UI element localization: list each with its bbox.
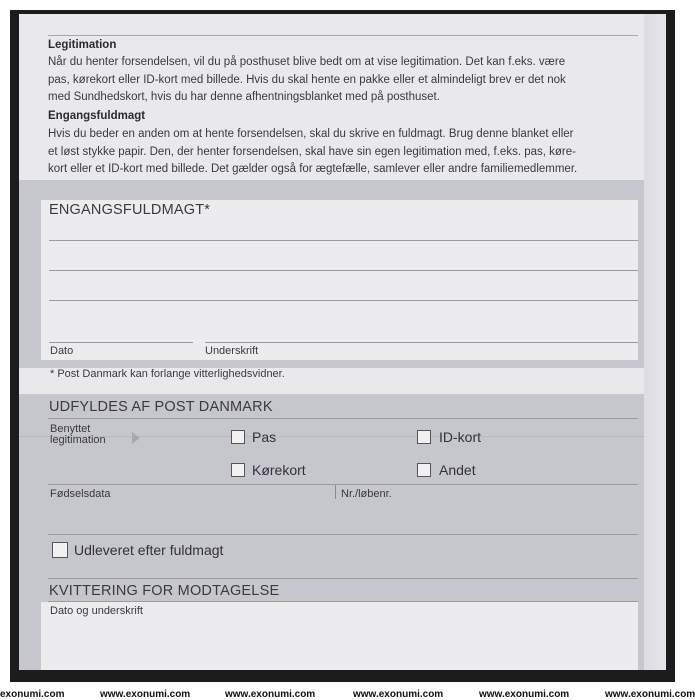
kvittering-title: KVITTERING FOR MODTAGELSE [49, 583, 280, 599]
watermark-text: www.exonumi.com [479, 689, 570, 700]
id-kort-label: ID-kort [439, 429, 481, 445]
fuldmagt-title: ENGANGSFULDMAGT* [49, 202, 211, 218]
engangsfuldmagt-text [48, 126, 648, 179]
footer-watermark [0, 689, 695, 700]
udleveret-label: Udleveret efter fuldmagt [74, 542, 224, 558]
dato-underskrift-label: Dato og underskrift [50, 605, 143, 617]
legitimation-line: Når du henter forsendelsen, vil du på posthuset blive bedt om at vise legitimation. Det kan f.eks. være [48, 56, 566, 68]
pas-checkbox[interactable] [231, 430, 245, 444]
legitimation-line: med Sundhedskort, hvis du har denne afhentningsblanket med på posthuset. [48, 91, 440, 103]
arrow-right-icon [132, 432, 140, 444]
watermark-text: exonumi.com [0, 689, 65, 700]
fuldmagt-writing-area[interactable] [41, 200, 638, 360]
nr-line[interactable] [48, 534, 638, 535]
underskrift-line[interactable] [205, 342, 638, 343]
pas-label: Pas [252, 429, 277, 445]
benyttet-line: legitimation [50, 434, 106, 446]
legitimation-line: pas, kørekort eller ID-kort med billede. Hvis du skal hente en pakke eller et almindeligt brev er det nok [48, 73, 566, 86]
fodselsdata-line[interactable] [48, 484, 638, 485]
dato-label: Dato [50, 345, 74, 357]
kvittering-title-rule [48, 601, 638, 602]
watermark-text: www.exonumi.com [225, 689, 316, 700]
footnote: * Post Danmark kan forlange vitterlighedsvidner. [50, 368, 285, 380]
id-kort-checkbox[interactable] [417, 430, 431, 444]
korekort-label: Kørekort [252, 462, 306, 478]
post-title-rule [48, 418, 638, 419]
andet-checkbox[interactable] [417, 463, 431, 477]
watermark-text: www.exonumi.com [100, 689, 191, 700]
fodselsdata-label: Fødselsdata [50, 488, 111, 500]
watermark-text: www.exonumi.com [353, 689, 444, 700]
field-separator [335, 485, 336, 499]
dato-line[interactable] [49, 342, 193, 343]
paper-edge [644, 14, 666, 670]
benyttet-label [50, 424, 106, 446]
top-rule [48, 35, 638, 36]
engangsfuldmagt-heading: Engangsfuldmagt [48, 110, 146, 122]
engangsfuldmagt-line: Hvis du beder en anden om at hente forsendelsen, skal du skrive en fuldmagt. Brug denne blanket eller [48, 128, 574, 140]
udleveret-checkbox[interactable] [52, 542, 68, 558]
fold-line [19, 436, 666, 437]
nr-label: Nr./løbenr. [341, 488, 392, 500]
benyttet-line: Benyttet [50, 423, 91, 435]
legitimation-text [48, 54, 648, 107]
form-paper [19, 14, 666, 670]
watermark-text: www.exonumi.com [605, 689, 695, 700]
fuldmagt-write-line[interactable] [49, 270, 638, 271]
andet-label: Andet [439, 462, 476, 478]
underskrift-label: Underskrift [205, 345, 259, 357]
legitimation-heading: Legitimation [48, 39, 117, 51]
korekort-checkbox[interactable] [231, 463, 245, 477]
post-title: UDFYLDES AF POST DANMARK [49, 399, 273, 415]
fuldmagt-write-line[interactable] [49, 240, 638, 241]
fuldmagt-write-line[interactable] [49, 300, 638, 301]
engangsfuldmagt-line: kort eller et ID-kort med billede. Det gælder også for ægtefælle, samlever eller andre familiemedlemmer. [48, 163, 578, 175]
engangsfuldmagt-line: et løst stykke papir. Den, der henter forsendelsen, skal have sin egen legitimation med, f.eks. pas, køre- [48, 145, 576, 158]
kvittering-top-rule [48, 578, 638, 579]
